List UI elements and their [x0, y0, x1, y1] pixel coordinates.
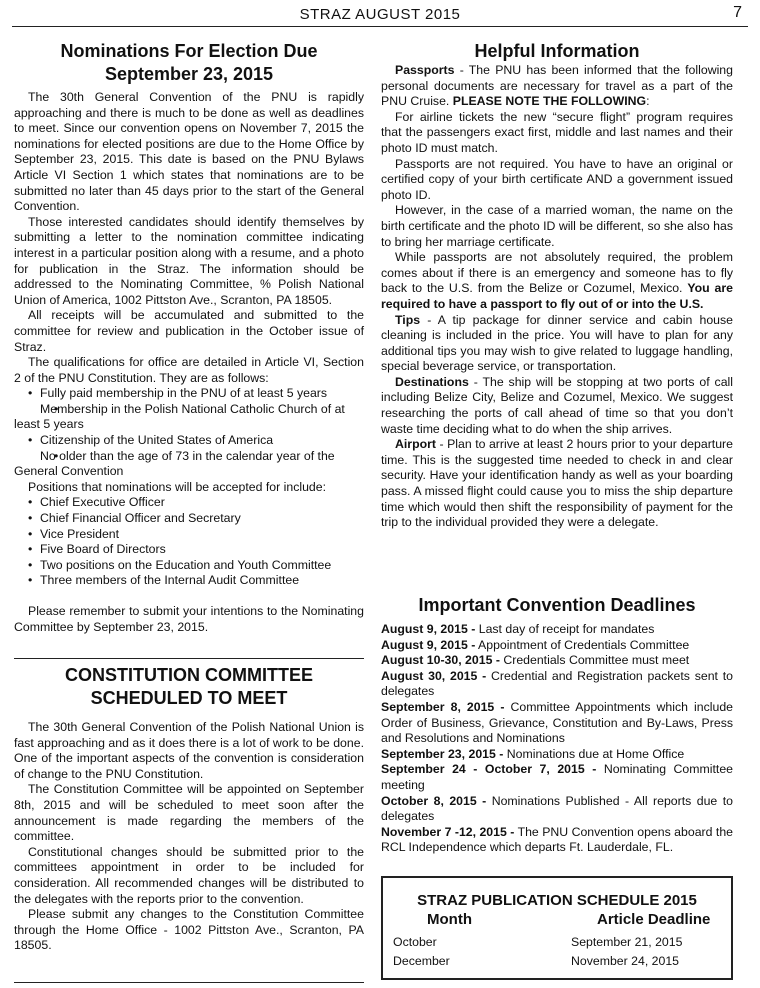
positions-list [14, 495, 364, 589]
deadline-item: August 9, 2015 - Last day of receipt for mandates [381, 622, 655, 636]
nominations-paragraph: Those interested candidates should identify themselves by submitting a letter to the nomination committee indicating interest in a particular position along with a resume, and a photo for publication in the Straz. The information should be addressed to the Nominating Committee, % Polish National Union of America, 1002 Pittston Ave., Scranton, PA 18505. [14, 214, 364, 307]
schedule-month: December [393, 954, 450, 968]
right-column [381, 40, 733, 531]
nominations-title-line1: Nominations For Election Due [60, 41, 318, 61]
section-divider [14, 658, 364, 659]
deadline-item: August 10-30, 2015 - Credentials Committee must meet [381, 653, 690, 668]
qualifications-list [14, 386, 364, 480]
schedule-month-header: Month [427, 911, 472, 928]
helpful-paragraph: Passports are not required. You have to have an original or certified copy of your birth certificate AND a government issued photo ID. [381, 156, 733, 202]
tips-label: Tips [395, 312, 421, 327]
schedule-deadline: September 21, 2015 [571, 935, 683, 949]
list-item: • Fully paid membership in the PNU of at least 5 years [14, 386, 364, 402]
list-item: • Chief Financial Officer and Secretary [14, 511, 364, 527]
nominations-title-line2: September 23, 2015 [104, 64, 274, 84]
deadlines-list [381, 622, 733, 856]
header-rule [12, 26, 748, 27]
left-column [14, 40, 364, 635]
page-number: 7 [733, 4, 742, 21]
schedule-deadline: November 24, 2015 [571, 954, 680, 968]
list-item: • Five Board of Directors [14, 542, 364, 558]
constitution-paragraph: Constitutional changes should be submitted prior to the committees appointment in order to be included for consideration. All recommended changes will be distributed to the delegates with the reports prior to the convention. [14, 844, 364, 906]
nominations-article [14, 40, 364, 635]
airport-label: Airport [395, 437, 436, 452]
helpful-information-article [381, 40, 733, 531]
constitution-title-line1: CONSTITUTION COMMITTEE [65, 665, 313, 685]
helpful-paragraph: Destinations - The ship will be stopping at two ports of call including Belize City, Belize and Cozumel, Mexico. We suggest researching the ports of call ahead of time so that you don’t waste time deciding what to do when the ship arrives. [381, 374, 733, 436]
list-item: • Three members of the Internal Audit Committee [14, 573, 364, 589]
newsletter-title: STRAZ AUGUST 2015 [299, 6, 461, 23]
nominations-paragraph: All receipts will be accumulated and submitted to the committee for review and publication in the October issue of Straz. [14, 308, 364, 354]
deadline-item: November 7 -12, 2015 - The PNU Convention opens aboard the RCL Independence which departs Ft. Lauderdale, FL. [381, 824, 733, 855]
helpful-title: Helpful Information [474, 41, 640, 61]
constitution-title [14, 664, 364, 710]
list-item: • Membership in the Polish National Catholic Church of at least 5 years [14, 402, 364, 433]
helpful-paragraph: Passports - The PNU has been informed that the following personal documents are necessary for travel as a part of the PNU Cruise. PLEASE NOTE THE FOLLOWING: [381, 63, 733, 109]
nominations-paragraph: Please remember to submit your intentions to the Nominating Committee by September 23, 2015. [14, 604, 364, 634]
constitution-paragraph: The Constitution Committee will be appointed on September 8th, 2015 and will be scheduled to meet soon after the announcement is made regarding the members of the committee. [14, 782, 364, 844]
page-header [12, 4, 748, 26]
passports-label: Passports [395, 63, 455, 77]
helpful-paragraph: While passports are not absolutely required, the problem comes about if there is an emergency and someone has to fly back to the U.S. from the Belize or Cozumel, Mexico. You are required to have a passport to fly out of or into the U.S. [381, 250, 733, 311]
list-item: • Chief Executive Officer [14, 495, 364, 511]
schedule-header-row [383, 911, 731, 928]
deadline-item: September 8, 2015 - Committee Appointments which include Order of Business, Grievance, Constitution and By-Laws, Press and Resolutions and Nominations [381, 699, 733, 746]
publication-schedule-box [381, 876, 733, 980]
nominations-paragraph: The 30th General Convention of the PNU is rapidly approaching and there is much to be done as well as deadlines to meet. Since our convention opens on November 7, 2015 the nominations for elected positions are due to the Home Office by September 23, 2015. This date is based on the PNU Bylaws Article VI Section 1 which states that nominations are to be submitted no later than 45 days prior to the start of the General Convention. [14, 90, 364, 214]
deadlines-article [381, 594, 733, 856]
deadline-item: September 24 - October 7, 2015 - Nominating Committee meeting [381, 762, 734, 792]
helpful-paragraph: For airline tickets the new “secure flight” program requires that the passengers exact first, middle and last names and their photo ID must match. [381, 109, 733, 155]
helpful-paragraph: However, in the case of a married woman, the name on the birth certificate and the photo ID will be different, so she also has to bring her marriage certificate. [381, 203, 733, 249]
helpful-paragraph: Airport - Plan to arrive at least 2 hours prior to your departure time. This is the suggested time needed to check in and clear security. Have your identification handy as well as your boarding pass. A missed flight could cause you to miss the ship departure time which would then shift the responsibility of payment for the trip to the individual provided they were a delegate. [381, 437, 733, 530]
nominations-paragraph: Positions that nominations will be accepted for include: [28, 479, 327, 494]
deadline-item: October 8, 2015 - Nominations Published - All reports due to delegates [381, 793, 733, 824]
deadline-item: August 30, 2015 - Credential and Registration packets sent to delegates [381, 668, 733, 699]
table-row [383, 952, 731, 971]
list-item: • Vice President [14, 527, 364, 543]
schedule-deadline-header: Article Deadline [597, 911, 711, 928]
deadlines-title: Important Convention Deadlines [418, 595, 696, 615]
list-item: • Two positions on the Education and Youth Committee [14, 558, 364, 574]
constitution-paragraph: Please submit any changes to the Constitution Committee through the Home Office - 1002 Pittston Ave., Scranton, PA 18505. [14, 907, 364, 953]
schedule-month: October [393, 935, 437, 949]
deadline-item: August 9, 2015 - Appointment of Credentials Committee [381, 637, 690, 652]
constitution-article [14, 664, 364, 954]
list-item: • Citizenship of the United States of America [14, 433, 364, 449]
bottom-rule [14, 982, 364, 983]
destinations-label: Destinations [395, 374, 469, 389]
nominations-title [14, 40, 364, 86]
table-row [383, 933, 731, 952]
list-item: • No older than the age of 73 in the calendar year of the General Convention [14, 449, 364, 480]
schedule-title: STRAZ PUBLICATION SCHEDULE 2015 [417, 892, 697, 909]
deadline-item: September 23, 2015 - Nominations due at Home Office [381, 746, 685, 761]
helpful-paragraph: Tips - A tip package for dinner service and cabin house cleaning is included in the price. You will have to plan for any additional tips you may wish to give related to luggage handling, special beverage service, or transportation. [381, 312, 733, 374]
nominations-paragraph: The qualifications for office are detailed in Article VI, Section 2 of the PNU Constitution. They are as follows: [14, 355, 364, 385]
constitution-title-line2: SCHEDULED TO MEET [90, 688, 288, 708]
constitution-paragraph: The 30th General Convention of the Polish National Union is fast approaching and as it does there is a lot of work to be done. One of the important aspects of the convention is consideration of change to the PNU Constitution. [14, 720, 364, 781]
